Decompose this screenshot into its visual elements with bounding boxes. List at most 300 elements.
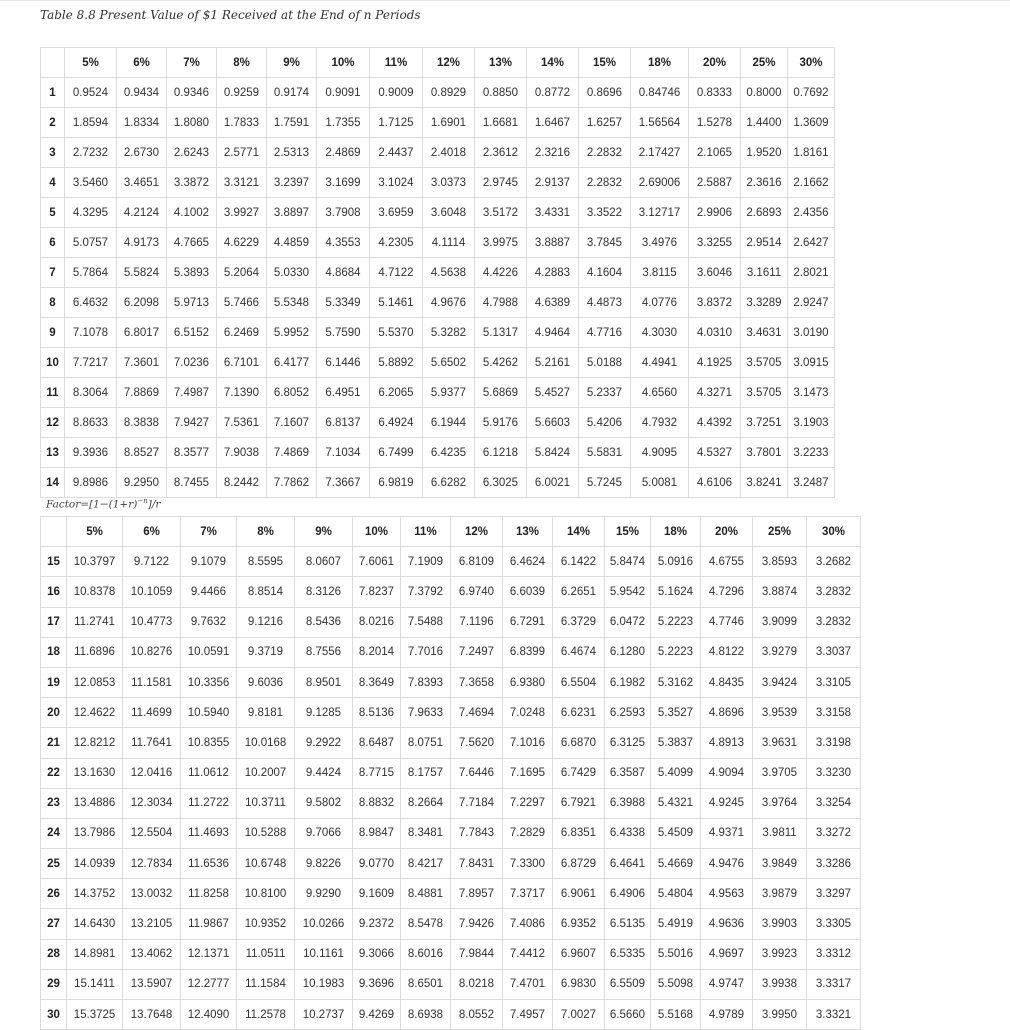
factor-cell: 11.2741 <box>67 607 123 637</box>
factor-cell: 4.9476 <box>701 849 753 879</box>
factor-cell: 5.3162 <box>651 667 701 697</box>
factor-cell: 6.4906 <box>605 879 651 909</box>
factor-cell: 3.1699 <box>317 168 370 198</box>
factor-cell: 9.3696 <box>353 969 401 999</box>
factor-cell: 4.9697 <box>701 939 753 969</box>
factor-cell: 3.3198 <box>807 728 861 758</box>
factor-cell: 0.84746 <box>631 78 689 108</box>
factor-cell: 3.9279 <box>753 637 807 667</box>
factor-cell: 4.1114 <box>423 228 475 258</box>
factor-cell: 10.1161 <box>295 939 353 969</box>
factor-cell: 5.5016 <box>651 939 701 969</box>
factor-cell: 1.3609 <box>788 108 835 138</box>
factor-cell: 10.3356 <box>181 667 237 697</box>
factor-cell: 3.3255 <box>689 228 741 258</box>
header-row <box>41 48 835 78</box>
factor-cell: 6.9740 <box>451 577 503 607</box>
factor-cell: 5.4919 <box>651 909 701 939</box>
factor-cell: 10.0266 <box>295 909 353 939</box>
period-number: 9 <box>41 318 65 348</box>
factor-cell: 12.5504 <box>123 818 181 848</box>
period-number: 6 <box>41 228 65 258</box>
table-row <box>41 667 861 697</box>
factor-cell: 7.3717 <box>503 879 553 909</box>
factor-cell: 3.9903 <box>753 909 807 939</box>
factor-cell: 3.9950 <box>753 1000 807 1030</box>
factor-cell: 8.6487 <box>353 728 401 758</box>
factor-cell: 8.0552 <box>451 1000 503 1030</box>
factor-cell: 4.9636 <box>701 909 753 939</box>
factor-cell: 4.7122 <box>370 258 423 288</box>
factor-cell: 8.7556 <box>295 637 353 667</box>
factor-cell: 4.9676 <box>423 288 475 318</box>
factor-cell: 7.9844 <box>451 939 503 969</box>
table-row <box>41 939 861 969</box>
factor-cell: 3.3317 <box>807 969 861 999</box>
factor-cell: 6.1944 <box>423 408 475 438</box>
factor-cell: 4.7665 <box>167 228 217 258</box>
rate-header: 14% <box>527 48 579 78</box>
factor-cell: 6.2651 <box>553 577 605 607</box>
factor-cell: 5.5831 <box>579 438 631 468</box>
rate-header: 14% <box>553 517 605 547</box>
table-row <box>41 969 861 999</box>
factor-cell: 4.1604 <box>579 258 631 288</box>
factor-cell: 0.9524 <box>65 78 117 108</box>
factor-cell: 3.5172 <box>475 198 527 228</box>
factor-cell: 6.5504 <box>553 667 605 697</box>
factor-cell: 3.0915 <box>788 348 835 378</box>
factor-cell: 8.8832 <box>353 788 401 818</box>
table-row <box>41 168 835 198</box>
factor-cell: 1.7833 <box>217 108 267 138</box>
factor-cell: 9.4424 <box>295 758 353 788</box>
factor-cell: 4.2883 <box>527 258 579 288</box>
factor-cell: 6.0472 <box>605 607 651 637</box>
factor-cell: 3.6959 <box>370 198 423 228</box>
period-number: 27 <box>41 909 67 939</box>
factor-cell: 4.8913 <box>701 728 753 758</box>
factor-cell: 3.4651 <box>117 168 167 198</box>
factor-cell: 10.2007 <box>237 758 295 788</box>
rate-header: 9% <box>267 48 317 78</box>
period-number: 20 <box>41 698 67 728</box>
table-row <box>41 198 835 228</box>
factor-cell: 10.8378 <box>67 577 123 607</box>
factor-cell: 6.4674 <box>553 637 605 667</box>
factor-cell: 3.3272 <box>807 818 861 848</box>
factor-cell: 5.8474 <box>605 547 651 577</box>
factor-cell: 7.1016 <box>503 728 553 758</box>
factor-cell: 7.5488 <box>401 607 451 637</box>
factor-cell: 6.5660 <box>605 1000 651 1030</box>
factor-cell: 6.4338 <box>605 818 651 848</box>
factor-cell: 11.1584 <box>237 969 295 999</box>
factor-cell: 1.7355 <box>317 108 370 138</box>
factor-cell: 3.8887 <box>527 228 579 258</box>
factor-cell: 5.6869 <box>475 378 527 408</box>
factor-cell: 4.1002 <box>167 198 217 228</box>
factor-cell: 3.3872 <box>167 168 217 198</box>
table-row <box>41 258 835 288</box>
factor-cell: 1.4400 <box>741 108 788 138</box>
factor-cell: 3.9849 <box>753 849 807 879</box>
factor-cell: 13.1630 <box>67 758 123 788</box>
factor-cell: 5.2161 <box>527 348 579 378</box>
factor-cell: 3.3121 <box>217 168 267 198</box>
factor-cell: 6.8137 <box>317 408 370 438</box>
factor-cell: 0.8772 <box>527 78 579 108</box>
factor-cell: 0.8850 <box>475 78 527 108</box>
factor-cell: 3.1024 <box>370 168 423 198</box>
table-row <box>41 788 861 818</box>
factor-cell: 2.5887 <box>689 168 741 198</box>
factor-cell: 7.1390 <box>217 378 267 408</box>
factor-cell: 5.2064 <box>217 258 267 288</box>
factor-cell: 6.1982 <box>605 667 651 697</box>
factor-cell: 11.1581 <box>123 667 181 697</box>
factor-cell: 9.3066 <box>353 939 401 969</box>
factor-cell: 8.9501 <box>295 667 353 697</box>
factor-cell: 7.6446 <box>451 758 503 788</box>
factor-cell: 5.9542 <box>605 577 651 607</box>
factor-cell: 6.2098 <box>117 288 167 318</box>
factor-cell: 5.7590 <box>317 318 370 348</box>
rate-header: 25% <box>741 48 788 78</box>
factor-cell: 5.5098 <box>651 969 701 999</box>
period-number: 28 <box>41 939 67 969</box>
factor-cell: 8.8514 <box>237 577 295 607</box>
factor-cell: 7.0027 <box>553 1000 605 1030</box>
factor-cell: 8.7715 <box>353 758 401 788</box>
factor-cell: 9.8226 <box>295 849 353 879</box>
factor-cell: 3.3289 <box>741 288 788 318</box>
factor-cell: 0.9091 <box>317 78 370 108</box>
factor-cell: 7.8869 <box>117 378 167 408</box>
factor-cell: 6.3988 <box>605 788 651 818</box>
factor-cell: 5.5168 <box>651 1000 701 1030</box>
factor-cell: 4.9464 <box>527 318 579 348</box>
factor-cell: 2.1065 <box>689 138 741 168</box>
factor-cell: 1.5278 <box>689 108 741 138</box>
factor-cell: 6.1280 <box>605 637 651 667</box>
period-number: 11 <box>41 378 65 408</box>
factor-cell: 12.3034 <box>123 788 181 818</box>
factor-cell: 7.5361 <box>217 408 267 438</box>
factor-cell: 8.8633 <box>65 408 117 438</box>
factor-cell: 6.6870 <box>553 728 605 758</box>
factor-cell: 7.2829 <box>503 818 553 848</box>
rate-header: 11% <box>370 48 423 78</box>
factor-cell: 12.4622 <box>67 698 123 728</box>
factor-cell: 5.9713 <box>167 288 217 318</box>
corner-cell <box>41 517 67 547</box>
factor-cell: 3.2397 <box>267 168 317 198</box>
factor-cell: 0.9434 <box>117 78 167 108</box>
factor-cell: 3.3305 <box>807 909 861 939</box>
rate-header: 9% <box>295 517 353 547</box>
factor-cell: 6.6231 <box>553 698 605 728</box>
factor-cell: 3.2233 <box>788 438 835 468</box>
factor-cell: 7.4701 <box>503 969 553 999</box>
rate-header: 10% <box>353 517 401 547</box>
factor-cell: 8.8527 <box>117 438 167 468</box>
factor-cell: 6.8017 <box>117 318 167 348</box>
factor-cell: 4.6389 <box>527 288 579 318</box>
factor-cell: 9.0770 <box>353 849 401 879</box>
table-row <box>41 468 835 498</box>
factor-cell: 7.4869 <box>267 438 317 468</box>
factor-cell: 8.4217 <box>401 849 451 879</box>
factor-cell: 11.6536 <box>181 849 237 879</box>
rate-header: 6% <box>123 517 181 547</box>
factor-cell: 7.7184 <box>451 788 503 818</box>
factor-cell: 11.2578 <box>237 1000 295 1030</box>
factor-cell: 2.4437 <box>370 138 423 168</box>
factor-cell: 3.3297 <box>807 879 861 909</box>
factor-cell: 5.3527 <box>651 698 701 728</box>
rate-header: 8% <box>217 48 267 78</box>
factor-cell: 0.7692 <box>788 78 835 108</box>
factor-cell: 0.8333 <box>689 78 741 108</box>
table-row <box>41 698 861 728</box>
factor-cell: 10.8355 <box>181 728 237 758</box>
factor-cell: 2.2832 <box>579 138 631 168</box>
factor-cell: 8.3064 <box>65 378 117 408</box>
factor-cell: 3.9705 <box>753 758 807 788</box>
factor-cell: 3.9927 <box>217 198 267 228</box>
period-number: 4 <box>41 168 65 198</box>
period-number: 29 <box>41 969 67 999</box>
table-row <box>41 849 861 879</box>
factor-cell: 6.6039 <box>503 577 553 607</box>
factor-cell: 6.4951 <box>317 378 370 408</box>
factor-cell: 6.4177 <box>267 348 317 378</box>
factor-cell: 3.8241 <box>741 468 788 498</box>
factor-cell: 0.8000 <box>741 78 788 108</box>
factor-cell: 13.5907 <box>123 969 181 999</box>
factor-cell: 0.9009 <box>370 78 423 108</box>
rate-header: 5% <box>67 517 123 547</box>
factor-cell: 3.9879 <box>753 879 807 909</box>
rate-header: 18% <box>651 517 701 547</box>
factor-cell: 2.9906 <box>689 198 741 228</box>
factor-cell: 5.7864 <box>65 258 117 288</box>
factor-cell: 3.1903 <box>788 408 835 438</box>
factor-cell: 10.0591 <box>181 637 237 667</box>
factor-cell: 5.0188 <box>579 348 631 378</box>
factor-cell: 10.1983 <box>295 969 353 999</box>
factor-cell: 4.6755 <box>701 547 753 577</box>
factor-cell: 3.4631 <box>741 318 788 348</box>
rate-header: 7% <box>181 517 237 547</box>
factor-cell: 6.5509 <box>605 969 651 999</box>
table-row <box>41 108 835 138</box>
factor-cell: 8.6938 <box>401 1000 451 1030</box>
factor-cell: 1.6257 <box>579 108 631 138</box>
factor-cell: 7.1909 <box>401 547 451 577</box>
factor-cell: 7.4957 <box>503 1000 553 1030</box>
factor-cell: 2.5771 <box>217 138 267 168</box>
factor-cell: 13.7648 <box>123 1000 181 1030</box>
factor-cell: 9.4466 <box>181 577 237 607</box>
factor-cell: 5.1317 <box>475 318 527 348</box>
factor-cell: 3.1611 <box>741 258 788 288</box>
factor-cell: 2.5313 <box>267 138 317 168</box>
factor-cell: 4.4859 <box>267 228 317 258</box>
factor-cell: 2.9247 <box>788 288 835 318</box>
table-row <box>41 348 835 378</box>
factor-cell: 12.0416 <box>123 758 181 788</box>
factor-cell: 3.8115 <box>631 258 689 288</box>
rate-header: 13% <box>475 48 527 78</box>
factor-cell: 11.8258 <box>181 879 237 909</box>
factor-cell: 3.12717 <box>631 198 689 228</box>
rate-header: 12% <box>423 48 475 78</box>
factor-cell: 4.6560 <box>631 378 689 408</box>
period-number: 14 <box>41 468 65 498</box>
present-value-table-part-2 <box>40 516 861 1030</box>
period-number: 2 <box>41 108 65 138</box>
rate-header: 5% <box>65 48 117 78</box>
factor-cell: 3.7845 <box>579 228 631 258</box>
factor-cell: 9.8986 <box>65 468 117 498</box>
factor-cell: 2.6243 <box>167 138 217 168</box>
rate-header: 15% <box>605 517 651 547</box>
factor-cell: 0.8696 <box>579 78 631 108</box>
table-row <box>41 78 835 108</box>
factor-cell: 1.7591 <box>267 108 317 138</box>
factor-cell: 8.0216 <box>353 607 401 637</box>
factor-cell: 8.6501 <box>401 969 451 999</box>
factor-cell: 7.3792 <box>401 577 451 607</box>
factor-cell: 8.3126 <box>295 577 353 607</box>
factor-cell: 3.5705 <box>741 378 788 408</box>
factor-cell: 6.1446 <box>317 348 370 378</box>
factor-cell: 3.1473 <box>788 378 835 408</box>
factor-cell: 11.4699 <box>123 698 181 728</box>
factor-cell: 3.3254 <box>807 788 861 818</box>
factor-cell: 6.5335 <box>605 939 651 969</box>
factor-cell: 3.5460 <box>65 168 117 198</box>
factor-cell: 4.8684 <box>317 258 370 288</box>
factor-cell: 6.7291 <box>503 607 553 637</box>
factor-cell: 6.8109 <box>451 547 503 577</box>
factor-cell: 2.4018 <box>423 138 475 168</box>
factor-cell: 4.0776 <box>631 288 689 318</box>
factor-cell: 3.9099 <box>753 607 807 637</box>
factor-cell: 12.2777 <box>181 969 237 999</box>
rate-header: 15% <box>579 48 631 78</box>
factor-cell: 2.9137 <box>527 168 579 198</box>
factor-cell: 0.9346 <box>167 78 217 108</box>
factor-cell: 4.9094 <box>701 758 753 788</box>
factor-cell: 7.7217 <box>65 348 117 378</box>
rate-header: 13% <box>503 517 553 547</box>
factor-cell: 8.3649 <box>353 667 401 697</box>
top-divider <box>0 0 1010 1</box>
factor-cell: 8.7455 <box>167 468 217 498</box>
factor-cell: 7.2497 <box>451 637 503 667</box>
factor-cell: 9.1609 <box>353 879 401 909</box>
factor-cell: 2.17427 <box>631 138 689 168</box>
factor-cell: 5.8892 <box>370 348 423 378</box>
period-number: 8 <box>41 288 65 318</box>
factor-cell: 5.2223 <box>651 607 701 637</box>
factor-cell: 9.2922 <box>295 728 353 758</box>
factor-cell: 13.4062 <box>123 939 181 969</box>
factor-cell: 2.3216 <box>527 138 579 168</box>
factor-cell: 4.7932 <box>631 408 689 438</box>
factor-cell: 3.7801 <box>741 438 788 468</box>
factor-cell: 4.9371 <box>701 818 753 848</box>
factor-cell: 1.6901 <box>423 108 475 138</box>
factor-cell: 4.9789 <box>701 1000 753 1030</box>
factor-cell: 6.2593 <box>605 698 651 728</box>
factor-cell: 7.1695 <box>503 758 553 788</box>
factor-cell: 5.5370 <box>370 318 423 348</box>
factor-cell: 3.3522 <box>579 198 631 228</box>
factor-cell: 12.4090 <box>181 1000 237 1030</box>
factor-cell: 1.6681 <box>475 108 527 138</box>
table-row <box>41 138 835 168</box>
period-number: 1 <box>41 78 65 108</box>
factor-cell: 8.9847 <box>353 818 401 848</box>
factor-cell: 2.1662 <box>788 168 835 198</box>
factor-cell: 6.9819 <box>370 468 423 498</box>
factor-cell: 4.6229 <box>217 228 267 258</box>
factor-cell: 3.0190 <box>788 318 835 348</box>
factor-cell: 4.8435 <box>701 667 753 697</box>
factor-cell: 12.0853 <box>67 667 123 697</box>
factor-cell: 6.9061 <box>553 879 605 909</box>
factor-cell: 11.7641 <box>123 728 181 758</box>
factor-cell: 6.5152 <box>167 318 217 348</box>
factor-cell: 1.8334 <box>117 108 167 138</box>
table-row <box>41 607 861 637</box>
factor-cell: 9.7066 <box>295 818 353 848</box>
factor-cell: 8.5595 <box>237 547 295 577</box>
factor-cell: 4.7296 <box>701 577 753 607</box>
factor-cell: 7.1034 <box>317 438 370 468</box>
rate-header: 11% <box>401 517 451 547</box>
factor-cell: 2.8021 <box>788 258 835 288</box>
factor-cell: 7.5620 <box>451 728 503 758</box>
factor-cell: 3.8593 <box>753 547 807 577</box>
factor-cell: 6.8351 <box>553 818 605 848</box>
factor-cell: 10.3711 <box>237 788 295 818</box>
rate-header: 12% <box>451 517 503 547</box>
factor-cell: 15.1411 <box>67 969 123 999</box>
factor-cell: 7.3601 <box>117 348 167 378</box>
factor-cell: 3.9938 <box>753 969 807 999</box>
factor-cell: 9.5802 <box>295 788 353 818</box>
factor-cell: 6.7921 <box>553 788 605 818</box>
factor-cell: 8.0607 <box>295 547 353 577</box>
factor-cell: 5.5824 <box>117 258 167 288</box>
factor-cell: 0.9259 <box>217 78 267 108</box>
factor-cell: 4.4392 <box>689 408 741 438</box>
table-row <box>41 228 835 258</box>
factor-cell: 7.7016 <box>401 637 451 667</box>
table-row <box>41 728 861 758</box>
factor-cell: 10.9352 <box>237 909 295 939</box>
factor-cell: 9.6036 <box>237 667 295 697</box>
factor-cell: 7.2297 <box>503 788 553 818</box>
factor-cell: 3.6046 <box>689 258 741 288</box>
factor-cell: 5.9952 <box>267 318 317 348</box>
factor-cell: 6.7499 <box>370 438 423 468</box>
